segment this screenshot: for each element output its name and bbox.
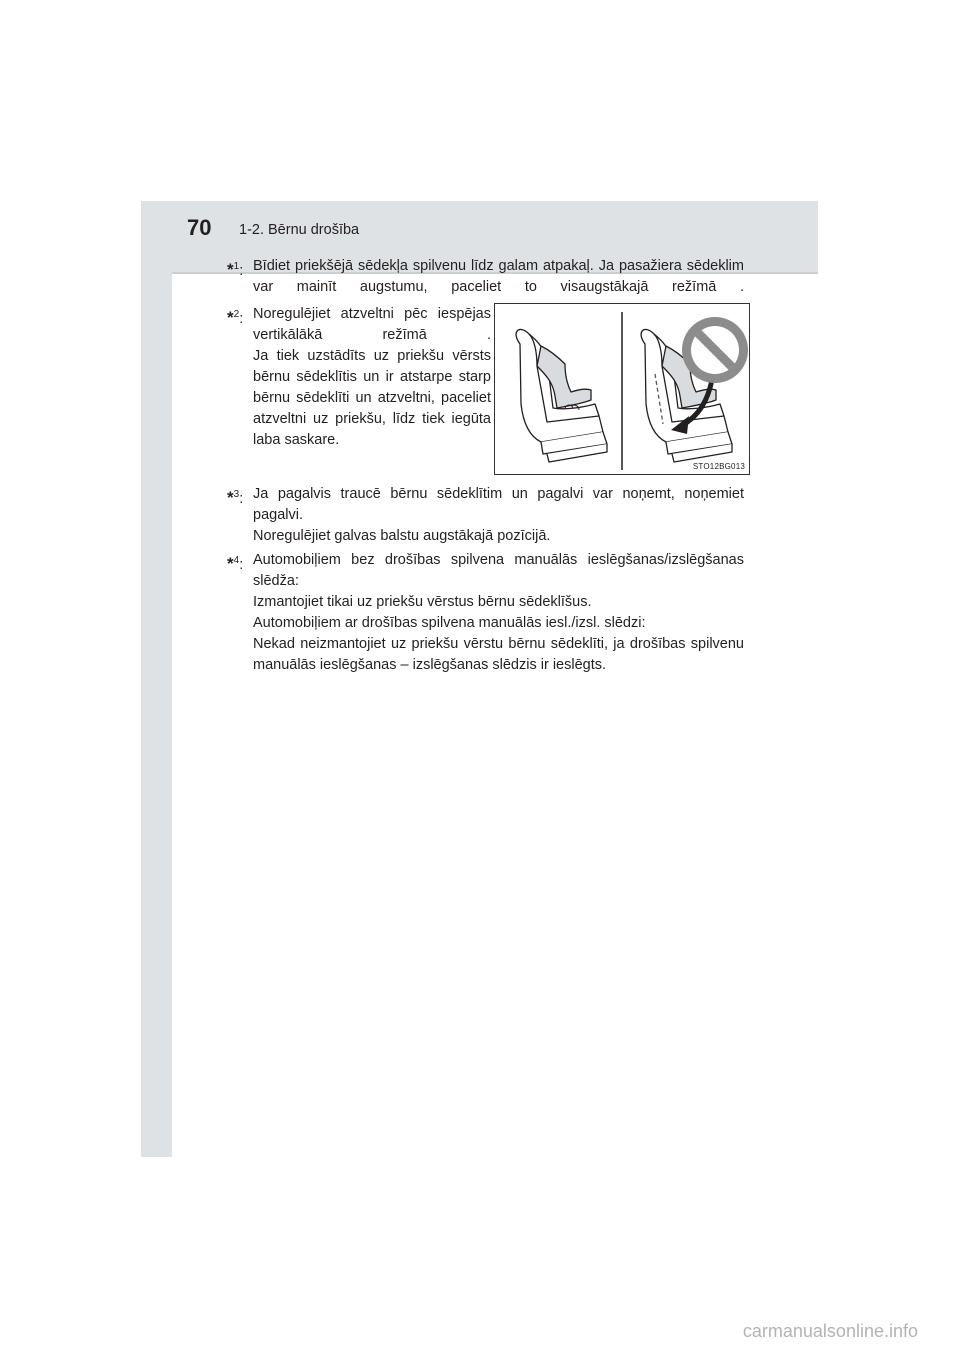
note-marker: *$^4$: bbox=[227, 554, 244, 573]
side-bar bbox=[141, 201, 172, 1157]
footer-watermark: carmanualsonline.info bbox=[742, 1321, 918, 1341]
note-text: Bīdiet priekšējā sēdekļa spilvenu līdz galam atpakaļ. Ja pasažiera sēdeklim var mainīt augstumu, paceliet to visaugstākajā režīmā . bbox=[253, 258, 744, 295]
note-2 bbox=[227, 304, 491, 451]
page-number: 70 bbox=[187, 215, 212, 240]
note-text: Noregulējiet galvas balstu augstākajā pozīcijā. bbox=[253, 528, 551, 544]
note-4 bbox=[227, 550, 744, 676]
note-text: Ja pagalvis traucē bērnu sēdeklītim un pagalvi var noņemt, noņemiet pagalvi. bbox=[253, 486, 744, 523]
note-text: Noregulējiet atzveltni pēc iespējas vertikālākā režīmā . bbox=[253, 306, 491, 343]
seat-upright-correct bbox=[516, 329, 607, 462]
seat-figure bbox=[494, 303, 750, 475]
note-text: Ja tiek uzstādīts uz priekšu vērsts bērnu sēdeklītis un ir atstarpe starp bērnu sēdeklīti un atzveltni, paceliet atzveltni uz priekšu, līdz tiek iegūta laba saskare. bbox=[253, 348, 491, 448]
note-text: Automobiļiem ar drošības spilvena manuālās iesl./izsl. slēdzi: bbox=[253, 615, 646, 631]
note-marker: *$^1$: bbox=[227, 260, 244, 279]
note-text: Izmantojiet tikai uz priekšu vērstus bērnu sēdeklīšus. bbox=[253, 594, 592, 610]
note-text: Nekad neizmantojiet uz priekšu vērstu bērnu sēdeklīti, ja drošības spilvenu manuālās ieslēgšanas – izslēgšanas slēdzis ir ieslēgts. bbox=[253, 636, 744, 673]
note-3 bbox=[227, 484, 744, 547]
section-title: 1-2. Bērnu drošība bbox=[239, 222, 360, 238]
note-1 bbox=[227, 256, 744, 298]
note-marker: *$^3$: bbox=[227, 488, 244, 507]
seat-illustration bbox=[495, 304, 749, 474]
prohibited-icon bbox=[682, 317, 748, 383]
figure-code: STO12BG013 bbox=[692, 462, 745, 471]
note-marker: *$^2$: bbox=[227, 308, 244, 327]
note-text: Automobiļiem bez drošības spilvena manuālās ieslēgšanas/izslēgšanas slēdža: bbox=[253, 552, 744, 589]
